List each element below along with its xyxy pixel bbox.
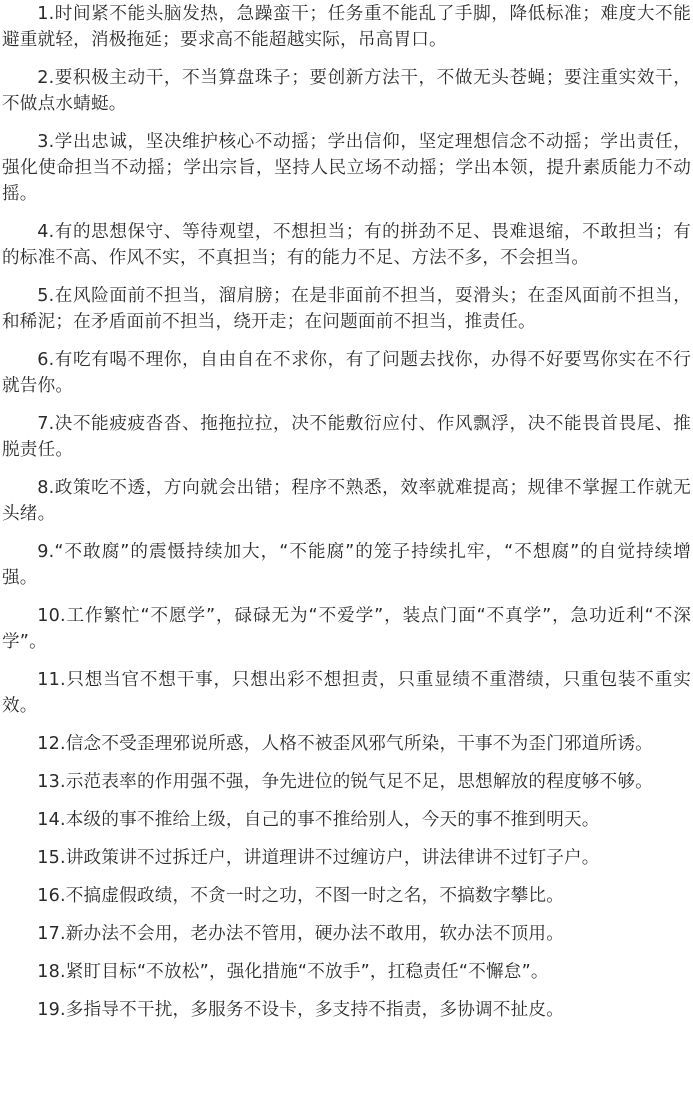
paragraph-19: 19.多指导不干扰，多服务不设卡，多支持不指责，多协调不扯皮。: [37, 1000, 564, 1020]
paragraph-12: 12.信念不受歪理邪说所惑，人格不被歪风邪气所染，干事不为歪门邪道所诱。: [37, 734, 653, 754]
paragraph-17: 17.新办法不会用，老办法不管用，硬办法不敢用，软办法不顶用。: [37, 924, 564, 944]
paragraph-1: 1.时间紧不能头脑发热，急躁蛮干；任务重不能乱了手脚，降低标准；难度大不能避重就轻，消极拖延；要求高不能超越实际，吊高胃口。: [2, 4, 691, 50]
paragraph-2: 2.要积极主动干，不当算盘珠子；要创新方法干，不做无头苍蝇；要注重实效干，不做点水蜻蜓。: [2, 68, 691, 114]
paragraph-15: 15.讲政策讲不过拆迁户，讲道理讲不过缠访户，讲法律讲不过钉子户。: [37, 848, 600, 868]
paragraph-18: 18.紧盯目标“不放松”，强化措施“不放手”，扛稳责任“不懈怠”。: [37, 962, 549, 982]
paragraph-4: 4.有的思想保守、等待观望，不想担当；有的拼劲不足、畏难退缩，不敢担当；有的标准不高、作风不实，不真担当；有的能力不足、方法不多，不会担当。: [2, 222, 691, 268]
paragraph-5: 5.在风险面前不担当，溜肩膀；在是非面前不担当，耍滑头；在歪风面前不担当，和稀泥；在矛盾面前不担当，绕开走；在问题面前不担当，推责任。: [2, 286, 691, 332]
paragraph-3: 3.学出忠诚，坚决维护核心不动摇；学出信仰，坚定理想信念不动摇；学出责任，强化使命担当不动摇；学出宗旨，坚持人民立场不动摇；学出本领，提升素质能力不动摇。: [2, 132, 691, 204]
paragraph-8: 8.政策吃不透，方向就会出错；程序不熟悉，效率就难提高；规律不掌握工作就无头绪。: [2, 478, 691, 524]
paragraph-9: 9.“不敢腐”的震慑持续加大，“不能腐”的笼子持续扎牢，“不想腐”的自觉持续增强。: [2, 542, 691, 588]
paragraph-11: 11.只想当官不想干事，只想出彩不想担责，只重显绩不重潜绩，只重包装不重实效。: [2, 670, 691, 716]
paragraph-10: 10.工作繁忙“不愿学”，碌碌无为“不爱学”，装点门面“不真学”，急功近利“不深学”。: [2, 606, 691, 652]
paragraph-16: 16.不搞虚假政绩，不贪一时之功，不图一时之名，不搞数字攀比。: [37, 886, 564, 906]
paragraph-14: 14.本级的事不推给上级，自己的事不推给别人，今天的事不推到明天。: [37, 810, 600, 830]
paragraph-6: 6.有吃有喝不理你，自由自在不求你，有了问题去找你，办得不好要骂你实在不行就告你。: [2, 350, 691, 396]
document-body: [2, 0, 691, 1035]
paragraph-13: 13.示范表率的作用强不强，争先进位的锐气足不足，思想解放的程度够不够。: [37, 772, 653, 792]
paragraph-7: 7.决不能疲疲沓沓、拖拖拉拉，决不能敷衍应付、作风飘浮，决不能畏首畏尾、推脱责任。: [2, 414, 691, 460]
